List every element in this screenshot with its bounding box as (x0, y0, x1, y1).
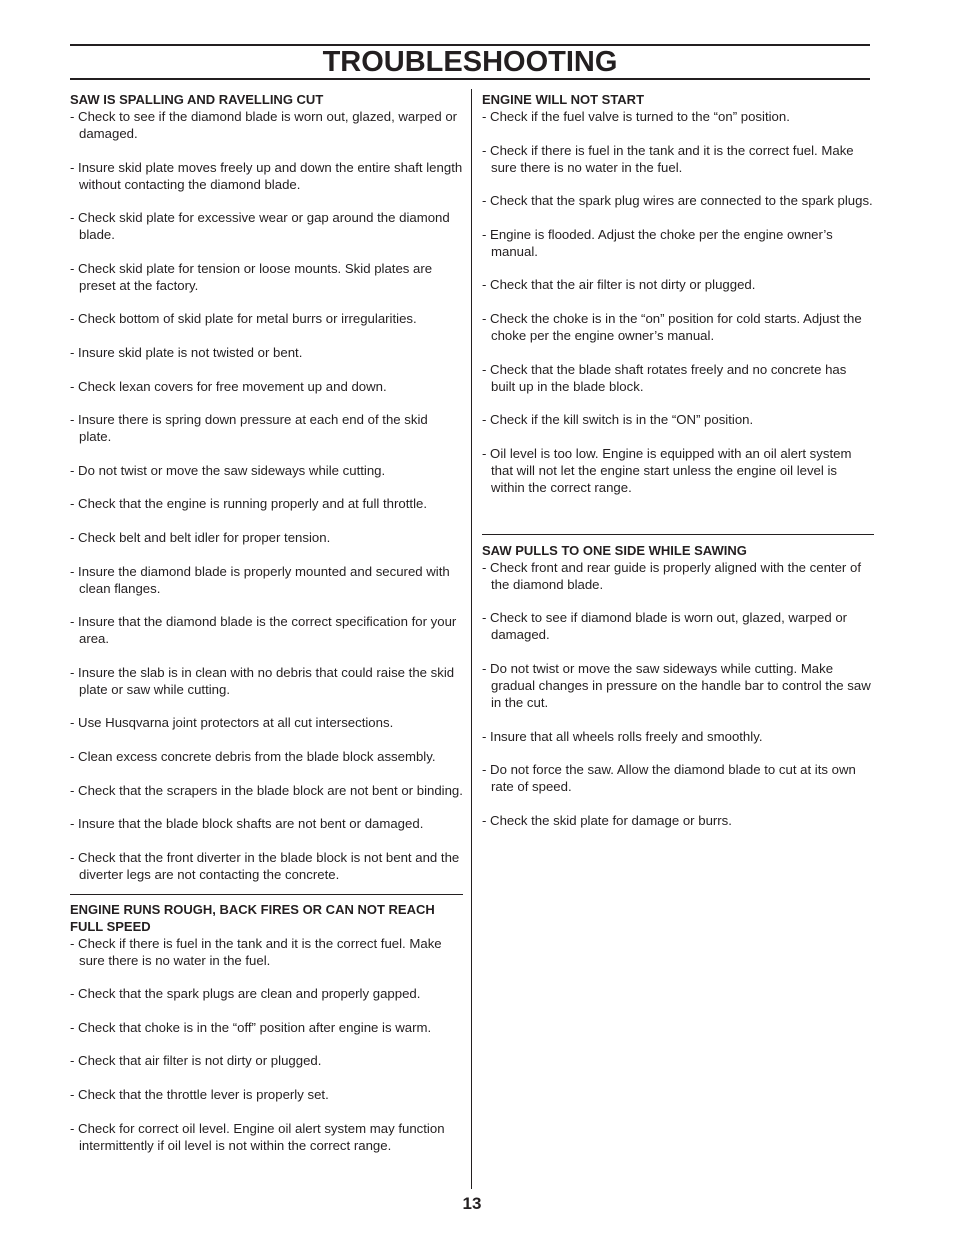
page-number: 13 (462, 1194, 482, 1213)
list-item: - Oil level is too low. Engine is equipped with an oil alert system that will not let the engine start unless the engine oil level is within the correct range. (482, 445, 852, 495)
list-item: - Check that the blade shaft rotates freely and no concrete has built up in the blade block. (482, 361, 847, 394)
list-item: - Check belt and belt idler for proper tension. (70, 529, 331, 545)
section-title: SAW PULLS TO ONE SIDE WHILE SAWING (482, 542, 747, 558)
item-list (482, 559, 874, 829)
section-separator (482, 534, 874, 535)
list-item: - Check that the front diverter in the blade block is not bent and the diverter legs are not contacting the concrete. (70, 849, 460, 882)
list-item: - Use Husqvarna joint protectors at all cut intersections. (70, 715, 394, 731)
list-item: - Check that choke is in the “off” position after engine is warm. (70, 1019, 432, 1035)
list-item: - Insure skid plate moves freely up and down the entire shaft length without contacting the diamond blade. (70, 159, 463, 192)
section-saw-spalling (70, 91, 463, 883)
list-item: - Check to see if diamond blade is worn out, glazed, warped or damaged. (482, 610, 848, 643)
list-item: - Check that the spark plugs are clean and properly gapped. (70, 986, 421, 1002)
list-item: - Insure the slab is in clean with no debris that could raise the skid plate or saw while cutting. (70, 664, 455, 697)
list-item: - Insure there is spring down pressure at each end of the skid plate. (70, 412, 428, 445)
right-column (482, 91, 874, 829)
list-item: - Check lexan covers for free movement up and down. (70, 378, 387, 394)
list-item: - Insure that the blade block shafts are not bent or damaged. (70, 816, 424, 832)
section-title: ENGINE RUNS ROUGH, BACK FIRES OR CAN NOT REACH FULL SPEED (70, 901, 435, 934)
list-item: - Check that air filter is not dirty or plugged. (70, 1053, 322, 1069)
list-item: - Check bottom of skid plate for metal burrs or irregularities. (70, 311, 417, 327)
item-list (70, 935, 463, 1154)
section-engine-will-not-start (482, 91, 874, 496)
list-item: - Clean excess concrete debris from the blade block assembly. (70, 748, 436, 764)
list-item: - Check skid plate for tension or loose mounts. Skid plates are preset at the factory. (70, 260, 433, 293)
list-item: - Check if there is fuel in the tank and it is the correct fuel. Make sure there is no water in the fuel. (70, 935, 442, 968)
column-divider (471, 89, 472, 1189)
section-title: SAW IS SPALLING AND RAVELLING CUT (70, 92, 324, 107)
item-list (482, 108, 874, 496)
list-item: - Check if the kill switch is in the “ON” position. (482, 412, 754, 428)
list-item: - Check front and rear guide is properly aligned with the center of the diamond blade. (482, 559, 861, 592)
list-item: - Check that the throttle lever is properly set. (70, 1087, 329, 1103)
list-item: - Insure the diamond blade is properly mounted and secured with clean flanges. (70, 563, 450, 596)
list-item: - Check if the fuel valve is turned to the “on” position. (482, 109, 790, 124)
list-item: - Check that the engine is running properly and at full throttle. (70, 496, 428, 512)
left-column (70, 91, 463, 1154)
section-saw-pulls (482, 542, 874, 829)
list-item: - Check that the spark plug wires are connected to the spark plugs. (482, 193, 873, 209)
list-item: - Check if there is fuel in the tank and it is the correct fuel. Make sure there is no water in the fuel. (482, 142, 854, 175)
list-item: - Check for correct oil level. Engine oil alert system may function intermittently if oil level is not within the correct range. (70, 1120, 445, 1153)
list-item: - Check that the air filter is not dirty or plugged. (482, 277, 756, 293)
list-item: - Do not force the saw. Allow the diamond blade to cut at its own rate of speed. (482, 762, 856, 795)
list-item: - Insure that the diamond blade is the correct specification for your area. (70, 614, 457, 647)
list-item: - Check the choke is in the “on” position for cold starts. Adjust the choke per the engine owner’s manual. (482, 310, 862, 343)
section-separator (70, 894, 463, 895)
title-rule-bottom (70, 78, 870, 80)
list-item: - Check the skid plate for damage or burrs. (482, 812, 732, 828)
list-item: - Insure skid plate is not twisted or bent. (70, 344, 303, 360)
item-list (70, 108, 463, 883)
list-item: - Check that the scrapers in the blade block are not bent or binding. (70, 782, 463, 798)
page-title: TROUBLESHOOTING (322, 46, 618, 78)
list-item: - Engine is flooded. Adjust the choke per the engine owner’s manual. (482, 226, 833, 259)
list-item: - Check skid plate for excessive wear or gap around the diamond blade. (70, 210, 450, 243)
list-item: - Insure that all wheels rolls freely and smoothly. (482, 728, 763, 744)
list-item: - Do not twist or move the saw sideways while cutting. Make gradual changes in pressure on the handle bar to control the saw in the cut. (482, 660, 871, 710)
list-item: - Do not twist or move the saw sideways while cutting. (70, 462, 386, 478)
list-item: - Check to see if the diamond blade is worn out, glazed, warped or damaged. (70, 109, 458, 141)
section-engine-runs-rough (70, 901, 463, 1154)
section-title: ENGINE WILL NOT START (482, 92, 645, 107)
